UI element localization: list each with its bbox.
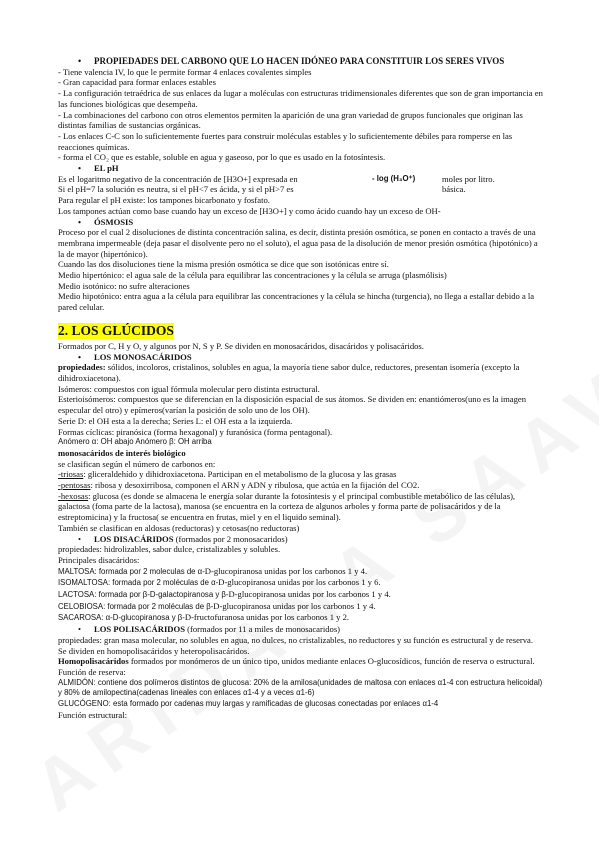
osmosis-line: Cuando las dos disoluciones tiene la misma presión osmótica se dice que son isotónicas entre sí.: [58, 259, 389, 270]
hexosas-label: -hexosas: [58, 490, 89, 501]
disacarido-name: MALTOSA: formada por 2 moleculas de α-: [58, 566, 205, 576]
disacarido-name: CELOBIOSA: formada por 2 moléculas de β-: [58, 601, 214, 611]
di-heading: LOS DISACÁRIDOS: [94, 533, 174, 544]
ph-line: Para regular el pH existe: los tampones bicarbonato y fosfato.: [58, 195, 270, 206]
disacarido-name: ISOMALTOSA: formada por 2 moléculas de α-: [58, 578, 219, 588]
ph-units: moles por litro.: [442, 173, 495, 184]
mono-heading: • LOS MONOSACÁRIDOS: [58, 352, 543, 363]
interes-heading: monosacáridos de interés biológico: [58, 447, 186, 458]
osmosis-line: Medio hipertónico: el agua sale de la célula para equilibrar las concentraciones y la célula se arruga (plasmólisis): [58, 270, 447, 281]
disacarido-item: [58, 577, 543, 589]
pentosas-text: : ribosa y desoxirribosa, componen el ARN y ADN y ribulosa, que actúa en la fijación del CO2.: [90, 480, 420, 491]
mono-line: Esterioisómeros: compuestos que se diferencian en la disposición espacial de sus átomos. Se dividen en: enantiómeros(uno es la imagen especular del otro) y epímeros(varían la posición de solo uno de los OH).: [58, 394, 527, 416]
section-title: 2. LOS GLÚCIDOS: [58, 322, 174, 338]
disacarido-desc: D-glucopiranosa unidas por los carbonos 1 y 4.: [213, 600, 376, 611]
hexosas-line: [58, 491, 543, 523]
mono-properties: [58, 362, 543, 383]
mono-line: Serie D: el OH esta a la derecha; Series L: el OH esta a la izquierda.: [58, 415, 293, 426]
glucidos-intro: Formados por C, H y O, y algunos por N, S y P. Se dividen en monosacáridos, disacáridos y polisacáridos.: [58, 340, 424, 351]
interes-intro: se clasifican según el número de carbonos en:: [58, 458, 216, 469]
aldosas-line: También se clasifican en aldosas (reductoras) y cetosas(no reductoras): [58, 522, 300, 533]
carbono-line: - Gran capacidad para formar enlaces estables: [58, 77, 216, 88]
reserva-heading: Función de reserva:: [58, 666, 126, 677]
osmosis-line: Medio hipotónico: entra agua a la célula para equilibrar las concentraciones y la célula se hincha (turgencia), no llega a estallar debido a la pared celular.: [58, 291, 535, 313]
disacarido-item: [58, 589, 543, 601]
poli-sub: (formados por 11 a miles de monosacaridos): [184, 624, 341, 635]
mono-line: Isómeros: compuestos con igual fórmula molecular pero distinta estructural.: [58, 383, 320, 394]
ph-row-2: [58, 184, 543, 195]
disacarido-item: [58, 566, 543, 578]
osmosis-line: Proceso por el cual 2 disoluciones de distinta concentración salina, es decir, distinta presión osmótica, se ponen en contacto a través de una membrana impermeable (deja pasar el disolvente pero no el soluto), el agua pasa de la disolución de menor presión osmótica (hipotónico) a la de mayor (hipertónico).: [58, 227, 538, 259]
di-heading-line: [58, 534, 543, 545]
poli-heading-line: [58, 624, 543, 635]
osmosis-line: Medio isotónico: no sufre alteraciones: [58, 280, 190, 291]
ph-definition: Es el logaritmo negativo de la concentración de [H3O+] expresada en: [58, 173, 298, 184]
disacarido-item: [58, 612, 543, 624]
carbono-heading: • PROPIEDADES DEL CARBONO QUE LO HACEN IDÓNEO PARA CONSTITUIR LOS SERES VIVOS: [58, 56, 543, 67]
di-sub: (formados por 2 monosacaridos): [173, 533, 288, 544]
carbono-line: - Los enlaces C-C son lo suficientemente fuertes para construir moléculas estables y lo suficientemente débiles para romperse en las reacciones químicas.: [58, 130, 513, 152]
document-page: [58, 56, 543, 720]
almidon-line: ALMIDÓN: contiene dos polímeros distintos de glucosa: 20% de la amilosa(unidades de maltosa con enlaces α1-4 con estructura helicoidal) y 80% de amilopectina(cadenas lineales con enlaces α1-4 y a veces α1-6): [58, 677, 543, 698]
disacarido-desc: D-glucopiranosa unidas por los carbonos 1 y 4.: [228, 589, 391, 600]
ph-row-1: [58, 174, 543, 185]
homo-line: [58, 656, 543, 667]
disacarido-desc: D-glucopiranosa unidas por los carbonos 1 y 4.: [204, 565, 368, 576]
di-principales: Principales disacáridos:: [58, 554, 140, 565]
ph-heading: • EL pH: [58, 163, 543, 174]
disacarido-name: LACTOSA: formada por β-D-galactopiranosa y β-: [58, 590, 229, 600]
carbono-list: [58, 67, 543, 163]
triosas-line: [58, 469, 543, 480]
poli-properties: propiedades: gran masa molecular, no solubles en agua, no dulces, no cristalizables, no reductores y su función es estructural y de reserva. Se dividen en homopolisacáridos y heteropolisacáridos.: [58, 634, 534, 656]
homo-text: formados por monómeros de un único tipo, unidos mediante enlaces O-glucosídicos, función de reserva o estructural.: [128, 656, 535, 667]
carbono-line: - La combinaciones del carbono con otros elementos permiten la aparición de una gran variedad de grupos funcionales que originan las distintas familias de sustancias orgánicas.: [58, 109, 523, 131]
disacarido-desc: D-fructofuranosa unidas por los carbonos 1 y 2.: [184, 612, 350, 623]
homo-label: Homopolisacáridos: [58, 656, 129, 667]
di-properties: propiedades: hidrolizables, sabor dulce, cristalizables y solubles.: [58, 544, 281, 555]
mono-line: Formas cíclicas: piranósica (forma hexagonal) y furanósica (forma pentagonal).: [58, 426, 333, 437]
pentosas-label: -pentosas: [58, 480, 91, 491]
ph-scale: Si el pH=7 la solución es neutra, si el pH<7 es ácida, y si el pH>7 es: [58, 184, 294, 195]
ph-formula: - log (H₃O⁺): [372, 173, 416, 183]
disacarido-item: [58, 601, 543, 613]
osmosis-heading: • ÓSMOSIS: [58, 217, 543, 228]
glucogeno-line: GLUCÓGENO: esta formado por cadenas muy largas y ramificadas de glucosas conectadas por enlaces α1-4: [58, 699, 439, 709]
poli-heading: LOS POLISACÁRIDOS: [94, 624, 185, 635]
carbono-line: - Tiene valencia IV, lo que le permite formar 4 enlaces covalentes simples: [58, 66, 312, 77]
pentosas-line: [58, 480, 543, 491]
carbono-line: - forma el CO₂ que es estable, soluble en agua y gaseoso, por lo que es usado en la fotosíntesis.: [58, 152, 386, 163]
disacarido-desc: D-glucopiranosa unidas por los carbonos 1 y 6.: [218, 577, 381, 588]
anomero-line: Anómero α: OH abajo Anómero β: OH arriba: [58, 437, 212, 447]
triosas-label: -triosas: [58, 469, 84, 480]
triosas-text: : gliceraldehído y dihidroxiacetona. Participan en el metabolismo de la glucosa y las grasas: [83, 469, 397, 480]
hexosas-text: : glucosa (es donde se almacena le energía solar durante la fotosíntesis y el principal combustible metabólico de las células), galactosa (foma parte de la lactosa), manosa (se encuentra en la corteza de algunos arboles y forma parte de polisacáridos y de la estreptomicina) y la fructosa( se encuentra en frutas, miel y en el liquido seminal).: [58, 490, 516, 523]
ph-line: Los tampones actúan como base cuando hay un exceso de [H3O+] y como ácido cuando hay un exceso de OH-: [58, 205, 441, 216]
disacarido-name: SACAROSA: α-D-glucopiranosa y β-: [58, 613, 185, 623]
prop-text: sólidos, incoloros, cristalinos, solubles en agua, la mayoría tiene sabor dulce, reductores, presentan isomería (excepto la dihidroxiacetona).: [58, 362, 520, 383]
prop-label: propiedades:: [58, 362, 106, 373]
estructural-heading: Función estructural:: [58, 709, 127, 720]
carbono-line: - La configuración tetraédrica de sus enlaces da lugar a moléculas con estructuras tridimensionales diferentes que son de gran importancia en las funciones biológicas que desempeña.: [58, 88, 543, 109]
ph-basic: básica.: [442, 184, 466, 195]
